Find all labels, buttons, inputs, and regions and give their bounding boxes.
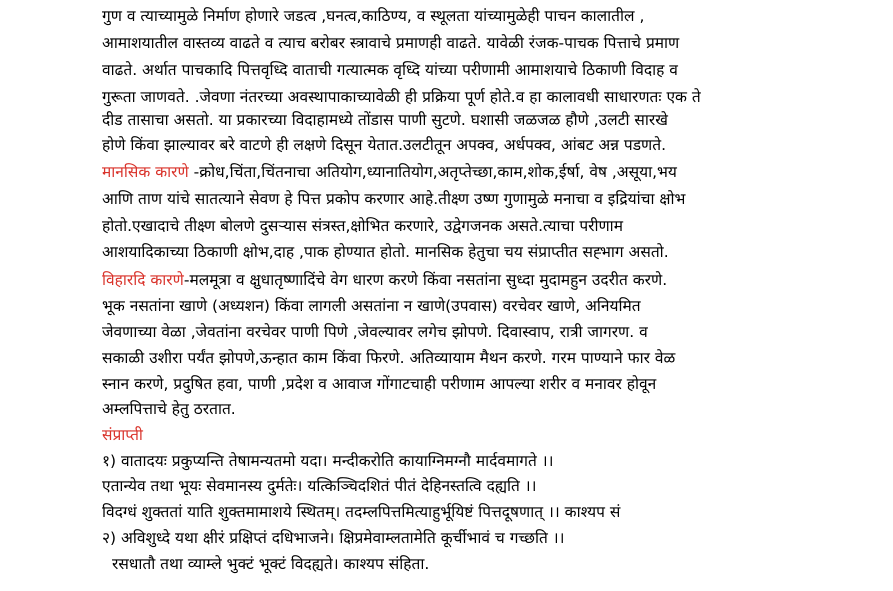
viharadi-first-line bbox=[102, 268, 892, 292]
verse-line: एतान्येव तथा भूयः सेवमानस्य दुर्मतेः। यत्किञ्चिदशितं पीतं देहिनस्तत्वि दह्यति ।। bbox=[102, 477, 537, 495]
text-line: आमाशयातील वास्तव्य वाढते व त्याच बरोबर स्त्रावाचे प्रमाणही वाढते. यावेळी रंजक-पाचक पित्ताचे प्रमाण bbox=[102, 34, 680, 52]
text-line: वाढते. अर्थात पाचकादि पित्तवृध्दि वाताची गत्यात्मक वृध्दि यांच्या परीणामी आमाशयाचे ठिकाणी विदाह व bbox=[102, 61, 678, 79]
mansik-first-line bbox=[102, 160, 892, 184]
verse-line: विदग्धं शुक्ततां याति शुक्तमामाशये स्थितम्। तदम्लपित्तमित्याहुर्भूयिष्टं पित्तदूषणात् ।। काश्यप सं bbox=[102, 503, 621, 521]
text-line: होणे किंवा झाल्यावर बरे वाटणे ही लक्षणे दिसून येतात.उलटीतून अपक्व, अर्धपक्व, आंबट अन्न पडणते. bbox=[102, 136, 666, 154]
mansik-first-line-text: -क्रोध,चिंता,चिंतनाचा अतियोग,ध्यानातियोग,अतृप्तेच्छा,काम,शोक,ईर्षा, वेष ,असूया,भय bbox=[188, 163, 677, 181]
viharadi-first-line-text: -मलमूत्रा व क्षुधातृष्णादिंचे वेग धारण करणे किंवा नसतांना सुध्दा मुदामहुन उदरीत करणे. bbox=[183, 271, 668, 289]
text-line: गुरूता जाणवते. .जेवणा नंतरच्या अवस्थापाकाच्यावेळी ही प्रक्रिया पूर्ण होते.व हा कालावधी साधारणतः एक ते bbox=[102, 88, 701, 106]
text-line: स्नान करणे, प्रदुषित हवा, पाणी ,प्रदेश व आवाज गोंगाटचाही परीणाम आपल्या शरीर व मनावर होवून bbox=[102, 375, 657, 393]
text-line: दीड तासाचा असतो. या प्रकारच्या विदाहामध्ये तोंडास पाणी सुटणे. घशासी जळजळ हौणे ,उलटी सारखे bbox=[102, 111, 668, 129]
text-line: जेवणाच्या वेळा ,जेवतांना वरचेवर पाणी पिणे ,जेवल्यावर लगेच झोपणे. दिवास्वाप, रात्री जागरण. व bbox=[102, 323, 648, 341]
text-line: अम्लपित्ताचे हेतु ठरतात. bbox=[102, 400, 236, 418]
text-line: सकाळी उशीरा पर्यंत झोपणे,ऊन्हात काम किंवा फिरणे. अतिव्यायाम मैथन करणे. गरम पाण्याने फार वेळ bbox=[102, 349, 676, 367]
samprapti-heading: संप्राप्ती bbox=[102, 426, 143, 444]
viharadi-heading: विहारदि कारणे bbox=[102, 271, 184, 289]
text-line: आणि ताण यांचे सातत्याने सेवण हे पित्त प्रकोप करणार आहे.तीक्ष्ण उष्ण गुणामुळे मनाचा व इद्रियांचा क्षोभ bbox=[102, 190, 686, 208]
text-line: गुण व त्याच्यामुळे निर्माण होणारे जडत्व ,घनत्व,काठिण्य, व स्थूलता यांच्यामुळेही पाचन कालातील , bbox=[102, 7, 645, 25]
text-line: होतो.एखादाचे तीक्ष्ण बोलणे दुसऱ्यास संत्रस्त,क्षोभित करणारे, उद्वेगजनक असते.त्याचा परीणाम bbox=[102, 217, 623, 235]
verse-line: रसधातौ तथा व्याम्ले भुक्टं भूक्टं विदह्यते। काश्यप संहिता. bbox=[112, 555, 430, 573]
verse-line: १) वातादयः प्रकुप्यन्ति तेषामन्यतमो यदा। मन्दीकरोति कायाग्निमग्नौ मार्दवमागते ।। bbox=[102, 452, 554, 470]
text-line: आशयादिकाच्या ठिकाणी क्षोभ,दाह ,पाक होण्यात होतो. मानसिक हेतुचा चय संप्राप्तीत सह्भाग असतो. bbox=[102, 243, 669, 261]
verse-line: २) अविशुध्दे यथा क्षीरं प्रक्षिप्तं दधिभाजने। क्षिप्रमेवाम्लतामेति कूर्चीभावं च गच्छति ।। bbox=[102, 529, 565, 547]
mansik-heading: मानसिक कारणे bbox=[102, 163, 189, 181]
text-line: भूक नसतांना खाणे (अध्यशन) किंवा लागली असतांना न खाणे(उपवास) वरचेवर खाणे, अनियमित bbox=[102, 297, 641, 315]
